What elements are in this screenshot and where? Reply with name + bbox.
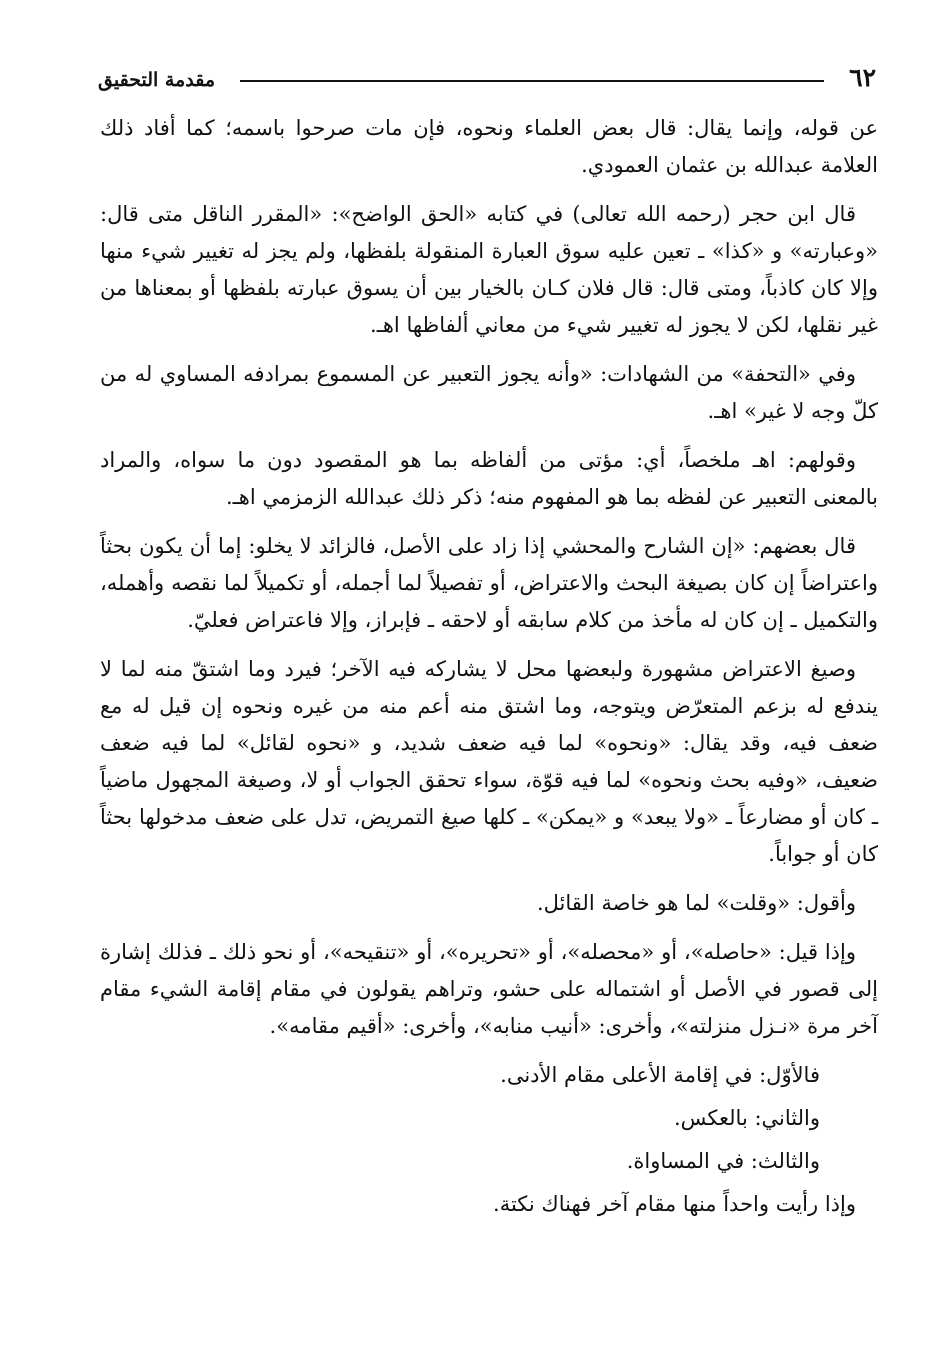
running-title: مقدمة التحقيق [98, 69, 215, 91]
paragraph-6: وصيغ الاعتراض مشهورة ولبعضها محل لا يشاركه فيه الآخر؛ فيرد وما اشتقّ منه لما لا يندفع له بزعم المتعرّض ويتوجه، وما اشتق منه أعم منه من غيره ونحوه إن قيل له مع ضعف فيه، وقد يقال: «ونحوه» لما فيه ضعف شديد، و «نحوه لقائل» لما فيه ضعف ضعيف، «وفيه بحث ونحوه» لما فيه قوّة، سواء تحقق الجواب أو لا، وصيغة المجهول ماضياً ـ كان أو مضارعاً ـ «ولا يبعد» و «يمكن» ـ كلها صيغ التمريض، تدل على ضعف مدخولها بحثاً كان أو جواباً. [100, 657, 878, 866]
list-line-first: فالأوّل: في إقامة الأعلى مقام الأدنى. [500, 1063, 820, 1087]
page-header [98, 58, 876, 98]
paragraph-2: قال ابن حجر (رحمه الله تعالى) في كتابه «الحق الواضح»: «المقرر الناقل متى قال: «وعبارته» و «كذا» ـ تعين عليه سوق العبارة المنقولة بلفظها، ولم يجز له تغيير شيء منها وإلا كان كاذباً، ومتى قال: قال فلان كـان بالخيار بين أن يسوق عبارته بلفظها أو بمعناها من غير نقلها، لكن لا يجوز له تغيير شيء من معاني ألفاظها اهـ. [100, 202, 878, 337]
closing-line: وإذا رأيت واحداً منها مقام آخر فهناك نكتة. [493, 1192, 856, 1216]
paragraph-7: وأقول: «وقلت» لما هو خاصة القائل. [536, 891, 856, 915]
list-line-second: والثاني: بالعكس. [673, 1106, 820, 1130]
body-text [100, 110, 878, 1235]
paragraph-3: وفي «التحفة» من الشهادات: «وأنه يجوز التعبير عن المسموع بمرادفه المساوي له من كلّ وجه لا غير» اهـ. [100, 362, 878, 423]
paragraph-1: عن قوله، وإنما يقال: قال بعض العلماء ونحوه، فإن مات صرحوا باسمه؛ كما أفاد ذلك العلامة عبدالله بن عثمان العمودي. [100, 116, 878, 177]
paragraph-4: وقولهم: اهـ ملخصاً، أي: مؤتى من ألفاظه بما هو المقصود دون ما سواه، والمراد بالمعنى التعبير عن لفظه بما هو المفهوم منه؛ ذكر ذلك عبدالله الزمزمي اهـ. [100, 448, 878, 509]
page-number: ٦٢ [849, 63, 876, 92]
paragraph-5: قال بعضهم: «إن الشارح والمحشي إذا زاد على الأصل، فالزائد لا يخلو: إما أن يكون بحثاً واعتراضاً إن كان بصيغة البحث والاعتراض، أو تفصيلاً لما أجمله، أو تكميلاً لما نقصه وأهمله، والتكميل ـ إن كان له مأخذ من كلام سابقه أو لاحقه ـ فإبراز، وإلا فاعتراض فعليّ. [100, 534, 878, 632]
list-line-third: والثالث: في المساواة. [626, 1149, 820, 1173]
header-rule [240, 80, 824, 82]
paragraph-8: وإذا قيل: «حاصله»، أو «محصله»، أو «تحريره»، أو «تنقيحه»، أو نحو ذلك ـ فذلك إشارة إلى قصور في الأصل أو اشتماله على حشو، وتراهم يقولون في مقام إقامة الشيء مقام آخر مرة «نـزل منزلته»، وأخرى: «أنيب منابه»، وأخرى: «أقيم مقامه». [100, 940, 878, 1038]
